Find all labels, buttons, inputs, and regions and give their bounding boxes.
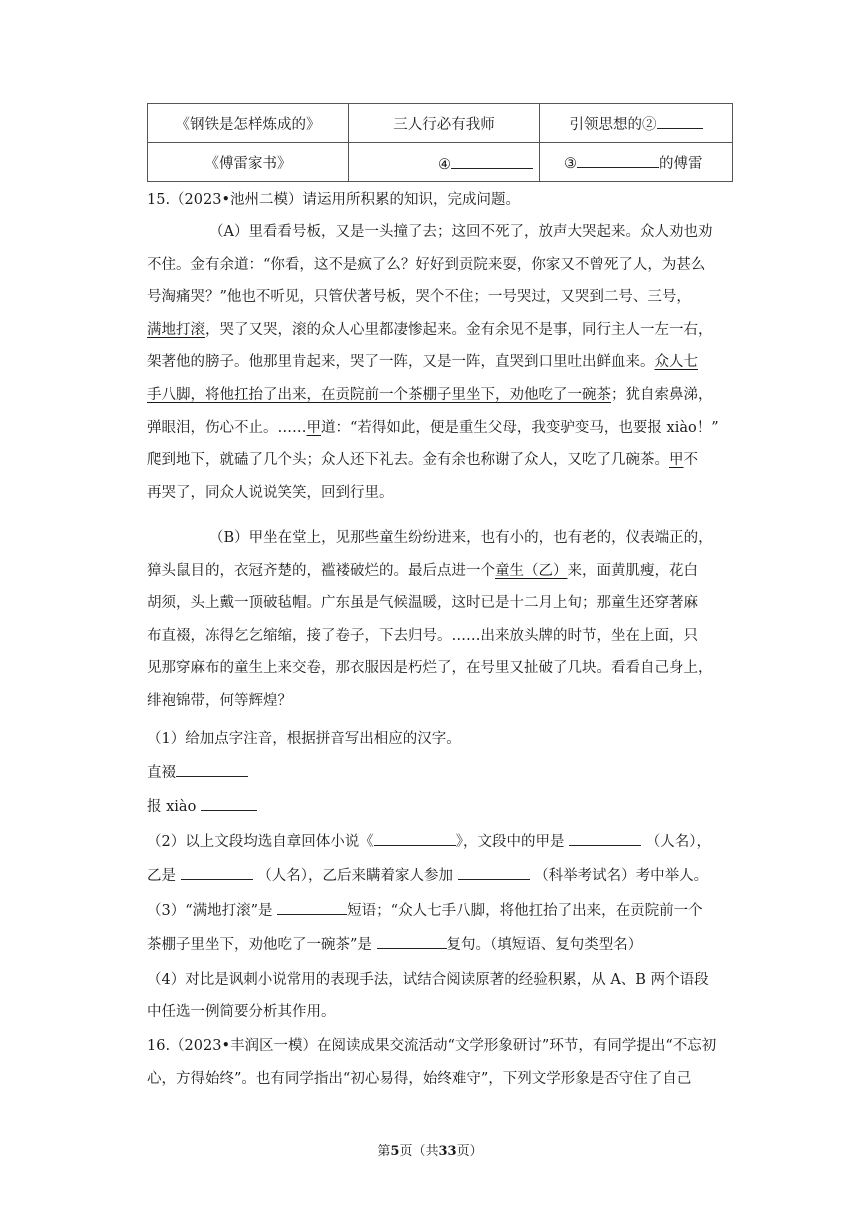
passage-line: 胡须，头上戴一顶破毡帽。广东虽是气候温暖，这时已是十二月上旬；那童生还穿著麻 bbox=[147, 595, 698, 612]
passage-line: 见那穿麻布的童生上来交卷，那衣服因是朽烂了，在号里又扯破了几块。看看自己身上， bbox=[147, 660, 713, 677]
question-text: 茶棚子里坐下，劝他吃了一碗茶”是 bbox=[147, 937, 372, 953]
table-cell: 《傅雷家书》 bbox=[148, 143, 349, 182]
passage-b bbox=[147, 522, 733, 718]
passage-line bbox=[147, 444, 733, 477]
question-text: 复句。（填短语、复句类型名） bbox=[446, 937, 643, 953]
answer-blank[interactable] bbox=[657, 112, 703, 129]
pinyin-prompt: 报 xiào bbox=[147, 799, 197, 815]
passage-line bbox=[147, 555, 733, 588]
page-total: 33 bbox=[438, 1144, 457, 1159]
table-cell-text: 的傅雷 bbox=[659, 156, 703, 172]
passage-text: 架著他的膀子。他那里肯起来，哭了一阵，又是一阵，直哭到口里吐出鲜血来。 bbox=[147, 354, 655, 371]
table-cell-text: ③ bbox=[564, 156, 577, 172]
page-footer bbox=[0, 1140, 860, 1159]
answer-blank[interactable] bbox=[377, 932, 447, 949]
passage-text: 不 bbox=[683, 452, 698, 469]
sub-question-1a bbox=[147, 757, 733, 789]
answer-blank[interactable] bbox=[458, 863, 530, 880]
answer-blank[interactable] bbox=[577, 151, 659, 168]
passage-text: 獐头鼠目的，衣冠齐楚的，褴褛破烂的。最后点进一个 bbox=[147, 562, 495, 579]
passage-text: 爬到地下，就磕了几个头；众人还下礼去。金有余也称谢了众人，又吃了几碗茶。 bbox=[147, 452, 669, 469]
table-cell bbox=[540, 143, 733, 182]
page-number: 5 bbox=[390, 1144, 400, 1159]
footer-text: 第 bbox=[377, 1144, 391, 1159]
sub-question-3 bbox=[147, 895, 733, 927]
table-cell bbox=[540, 104, 733, 143]
question-text: 乙是 bbox=[147, 868, 176, 884]
question-16-line: 16.（2023•丰润区一模）在阅读成果交流活动“文学形象研讨”环节，有同学提出“不忘初 bbox=[147, 1038, 717, 1054]
passage-text: 来，面黄肌瘦，花白 bbox=[567, 562, 698, 579]
passage-line: （B）甲坐在堂上，见那些童生纷纷进来，也有小的，也有老的，仪表端正的， bbox=[209, 530, 713, 546]
answer-blank[interactable] bbox=[569, 829, 641, 846]
passage-line bbox=[147, 379, 733, 412]
passage-line bbox=[147, 314, 733, 347]
sub-question-3-cont bbox=[147, 929, 733, 961]
table-cell bbox=[349, 143, 540, 182]
footer-text: 页） bbox=[456, 1144, 483, 1159]
passage-line: （A）里看看号板，又是一头撞了去；这回不死了，放声大哭起来。众人劝也劝 bbox=[209, 224, 713, 240]
passage-line: 号淘痛哭？”他也不听见，只管伏著号板，哭个不住；一号哭过，又哭到二号、三号， bbox=[147, 289, 691, 306]
literature-table bbox=[147, 103, 733, 182]
answer-blank[interactable] bbox=[451, 152, 533, 169]
passage-text: 道：“若得如此，便是重生父母，我变驴变马，也要报 xiào！” bbox=[321, 419, 719, 436]
question-text: （人名）， bbox=[645, 834, 711, 850]
passage-line bbox=[147, 412, 733, 445]
passage-text: ，哭了又哭，滚的众人心里都凄惨起来。金有余见不是事，同行主人一左一右， bbox=[205, 321, 713, 338]
table-cell-text: 引领思想的② bbox=[569, 117, 657, 133]
passage-line bbox=[147, 346, 733, 379]
passage-text: ；犹自索鼻涕， bbox=[611, 386, 713, 403]
question-text: （2）以上文段均选自章回体小说《 bbox=[147, 834, 374, 850]
question-text: 》，文段中的甲是 bbox=[455, 834, 565, 850]
question-16-line: 心，方得始终”。也有同学指出“初心易得，始终难守”，下列文学形象是否守住了自己 bbox=[147, 1071, 692, 1087]
passage-a bbox=[147, 216, 733, 509]
passage-line: 布直裰，冻得乞乞缩缩，接了卷子，下去归号。……出来放头牌的时节，坐在上面，只 bbox=[147, 627, 698, 644]
underlined-sentence: 手八脚，将他扛抬了出来，在贡院前一个茶棚子里坐下，劝他吃了一碗茶 bbox=[147, 386, 611, 403]
sub-question-1: （1）给加点字注音，根据拼音写出相应的汉字。 bbox=[147, 731, 461, 747]
sub-question-2 bbox=[147, 826, 733, 858]
footer-text: 页（共 bbox=[399, 1144, 439, 1159]
table-cell: 《钢铁是怎样炼成的》 bbox=[148, 104, 349, 143]
passage-line: 再哭了，同众人说说笑笑，回到行里。 bbox=[147, 484, 394, 501]
passage-text: 弹眼泪，伤心不止。…… bbox=[147, 419, 307, 436]
answer-blank[interactable] bbox=[181, 863, 253, 880]
question-text: （3）“满地打滚”是 bbox=[147, 903, 273, 919]
underlined-phrase: 童生（乙） bbox=[495, 562, 568, 579]
sub-question-4-cont: 中任选一例简要分析其作用。 bbox=[147, 1004, 336, 1020]
table-cell: 三人行必有我师 bbox=[349, 104, 540, 143]
dotted-word: 直裰 bbox=[147, 765, 176, 781]
passage-line: 绯袍锦带，何等辉煌？ bbox=[147, 692, 292, 709]
question-text: （科举考试名）考中举人。 bbox=[534, 868, 709, 884]
underlined-sentence: 众人七 bbox=[654, 354, 698, 371]
sub-question-4: （4）对比是讽刺小说常用的表现手法，试结合阅读原著的经验积累，从 A、B 两个语段 bbox=[147, 972, 709, 988]
underlined-phrase: 满地打滚 bbox=[147, 321, 205, 338]
passage-line: 不住。金有余道：“你看，这不是疯了么？好好到贡院来耍，你家又不曾死了人，为甚么 bbox=[147, 256, 706, 273]
answer-blank[interactable] bbox=[201, 794, 257, 811]
table-cell-text: ④ bbox=[438, 156, 451, 173]
underlined-char: 甲 bbox=[669, 452, 684, 469]
sub-question-1b bbox=[147, 791, 733, 823]
answer-blank[interactable] bbox=[176, 760, 248, 777]
question-text: 短语；“众人七手八脚，将他扛抬了出来，在贡院前一个 bbox=[347, 903, 703, 919]
question-text: （人名），乙后来瞒着家人参加 bbox=[257, 868, 453, 884]
table-row bbox=[148, 104, 733, 143]
underlined-char: 甲 bbox=[306, 419, 321, 436]
table-row bbox=[148, 143, 733, 182]
sub-question-2-cont bbox=[147, 860, 733, 892]
answer-blank[interactable] bbox=[277, 898, 347, 915]
question-15-title: 15.（2023•池州二模）请运用所积累的知识，完成问题。 bbox=[147, 192, 521, 208]
answer-blank[interactable] bbox=[374, 829, 456, 846]
